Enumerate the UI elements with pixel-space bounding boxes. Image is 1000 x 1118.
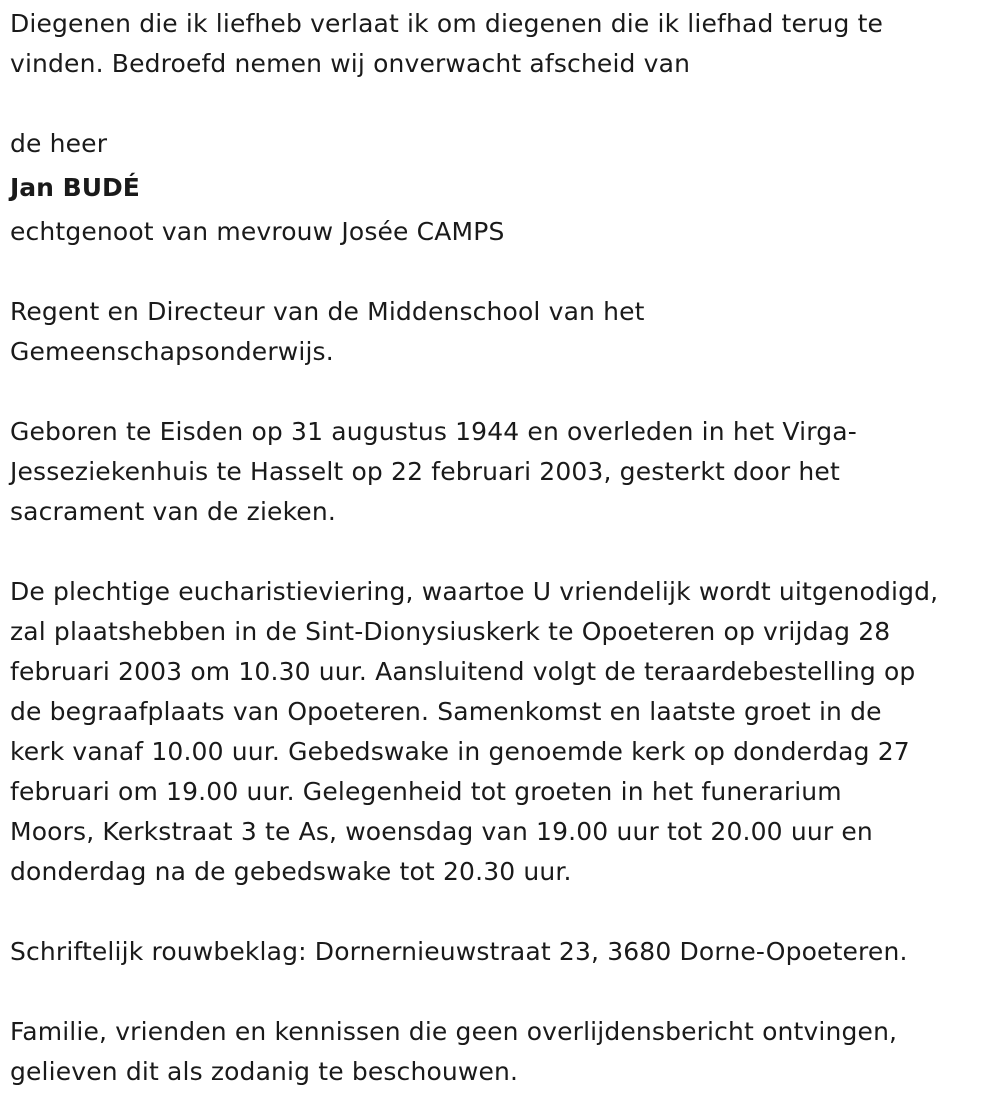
ceremony-line: februari om 19.00 uur. Gelegenheid tot groeten in het funerarium xyxy=(10,777,842,806)
deceased-name: Jan BUDÉ xyxy=(10,173,140,202)
birth-death-line: Jesseziekenhuis te Hasselt op 22 februari 2003, gesterkt door het xyxy=(10,457,840,486)
intro-line: vinden. Bedroefd nemen wij onverwacht afscheid van xyxy=(10,49,691,78)
spacer xyxy=(10,84,990,124)
condolences-paragraph xyxy=(10,932,990,972)
spacer xyxy=(10,532,990,572)
spacer xyxy=(10,372,990,412)
intro-line: Diegenen die ik liefheb verlaat ik om diegenen die ik liefhad terug te xyxy=(10,9,884,38)
occupation-line: Gemeenschapsonderwijs. xyxy=(10,337,334,366)
spacer xyxy=(10,972,990,1012)
spacer xyxy=(10,892,990,932)
deceased-block xyxy=(10,124,990,252)
ceremony-line: kerk vanaf 10.00 uur. Gebedswake in genoemde kerk op donderdag 27 xyxy=(10,737,910,766)
ceremony-line: de begraafplaats van Opoeteren. Samenkomst en laatste groet in de xyxy=(10,697,882,726)
occupation-paragraph xyxy=(10,292,990,372)
closing-line: Familie, vrienden en kennissen die geen overlijdensbericht ontvingen, xyxy=(10,1017,898,1046)
birth-death-line: Geboren te Eisden op 31 augustus 1944 en overleden in het Virga- xyxy=(10,417,857,446)
ceremony-line: Moors, Kerkstraat 3 te As, woensdag van 19.00 uur tot 20.00 uur en xyxy=(10,817,873,846)
ceremony-line: De plechtige eucharistieviering, waartoe U vriendelijk wordt uitgenodigd, xyxy=(10,577,939,606)
ceremony-line: zal plaatshebben in de Sint-Dionysiuskerk te Opoeteren op vrijdag 28 xyxy=(10,617,891,646)
ceremony-paragraph xyxy=(10,572,990,892)
spouse-line: echtgenoot van mevrouw Josée CAMPS xyxy=(10,217,505,246)
occupation-line: Regent en Directeur van de Middenschool van het xyxy=(10,297,645,326)
ceremony-line: februari 2003 om 10.30 uur. Aansluitend volgt de teraardebestelling op xyxy=(10,657,916,686)
condolences-line: Schriftelijk rouwbeklag: Dornernieuwstraat 23, 3680 Dorne-Opoeteren. xyxy=(10,937,908,966)
birth-death-line: sacrament van de zieken. xyxy=(10,497,336,526)
closing-paragraph xyxy=(10,1012,990,1092)
spacer xyxy=(10,252,990,292)
intro-paragraph xyxy=(10,4,990,84)
salutation: de heer xyxy=(10,129,108,158)
closing-line: gelieven dit als zodanig te beschouwen. xyxy=(10,1057,519,1086)
ceremony-line: donderdag na de gebedswake tot 20.30 uur. xyxy=(10,857,572,886)
birth-death-paragraph xyxy=(10,412,990,532)
